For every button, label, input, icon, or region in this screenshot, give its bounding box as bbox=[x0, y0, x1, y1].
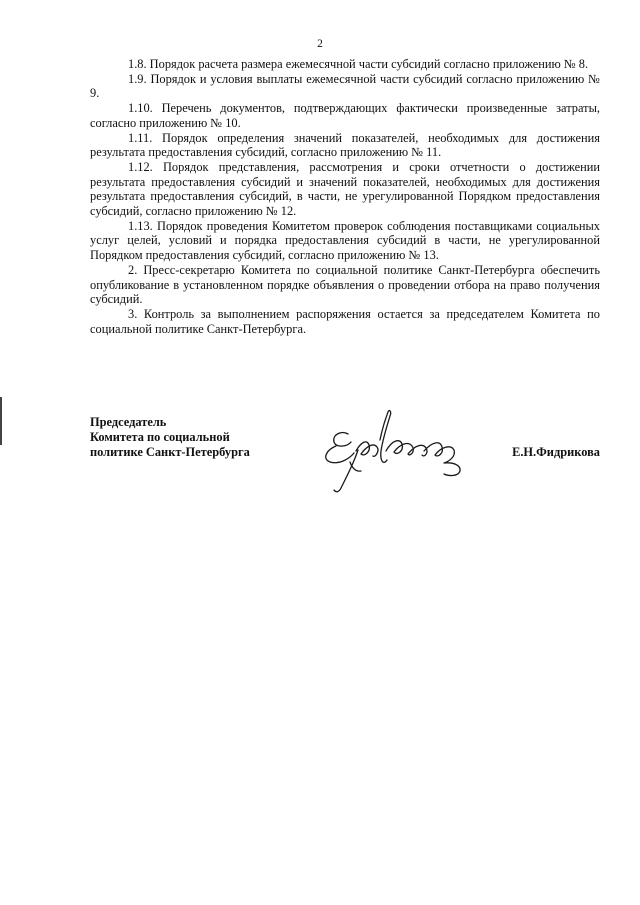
paragraph-3: 3. Контроль за выполнением распоряжения остается за председателем Комитета по социальной политике Санкт-Петербурга. bbox=[90, 306, 600, 336]
paragraph-1-11: 1.11. Порядок определения значений показателей, необходимых для достижения результата предоставления субсидий, согласно приложению № 11. bbox=[90, 130, 600, 160]
signature-block bbox=[90, 410, 600, 500]
paragraph-1-10: 1.10. Перечень документов, подтверждающих фактически произведенные затраты, согласно приложению № 10. bbox=[90, 101, 600, 130]
signer-title-line-3: политике Санкт-Петербурга bbox=[90, 445, 250, 459]
signature-stroke-loops-b bbox=[386, 441, 427, 456]
signature-stroke-tail bbox=[334, 450, 358, 492]
signature-stroke-loops-a bbox=[356, 442, 378, 456]
paragraph-1-8: 1.8. Порядок расчета размера ежемесячной части субсидий согласно приложению № 8. bbox=[128, 57, 589, 71]
paragraph-1-12: 1.12. Порядок представления, рассмотрения и сроки отчетности о достижении результата предоставления субсидий и значений показателей, необходимых для достижения результата предоставления субсидий, в части, не урегулированной Порядком предоставления субсидий, согласно приложению № 12. bbox=[90, 159, 600, 219]
signer-title bbox=[90, 415, 280, 460]
signer-title-line-2: Комитета по социальной bbox=[90, 430, 230, 444]
signer-name: Е.Н.Фидрикова bbox=[512, 445, 600, 459]
scan-edge-mark bbox=[0, 397, 2, 445]
signature-stroke-initial bbox=[326, 433, 354, 463]
signer-title-line-1: Председатель bbox=[90, 415, 167, 429]
paragraph-2: 2. Пресс-секретарю Комитета по социальной политике Санкт-Петербурга обеспечить опубликование в установленном порядке объявления о проведении отбора на право получения субсидий. bbox=[90, 262, 600, 307]
page-number: 2 bbox=[317, 38, 323, 50]
signature-stroke-flourish bbox=[424, 443, 460, 476]
paragraph-1-13: 1.13. Порядок проведения Комитетом проверок соблюдения поставщиками социальных услуг целей, условий и порядка предоставления субсидий в части, не урегулированной Порядком предоставления субсидий, согласно приложению № 13. bbox=[90, 218, 600, 263]
handwritten-signature bbox=[314, 404, 474, 496]
document-body bbox=[90, 57, 600, 336]
signature-stroke-hook bbox=[350, 462, 361, 471]
signature-stroke-stem bbox=[380, 411, 391, 463]
paragraph-1-9: 1.9. Порядок и условия выплаты ежемесячной части субсидий согласно приложению № 9. bbox=[90, 71, 600, 101]
